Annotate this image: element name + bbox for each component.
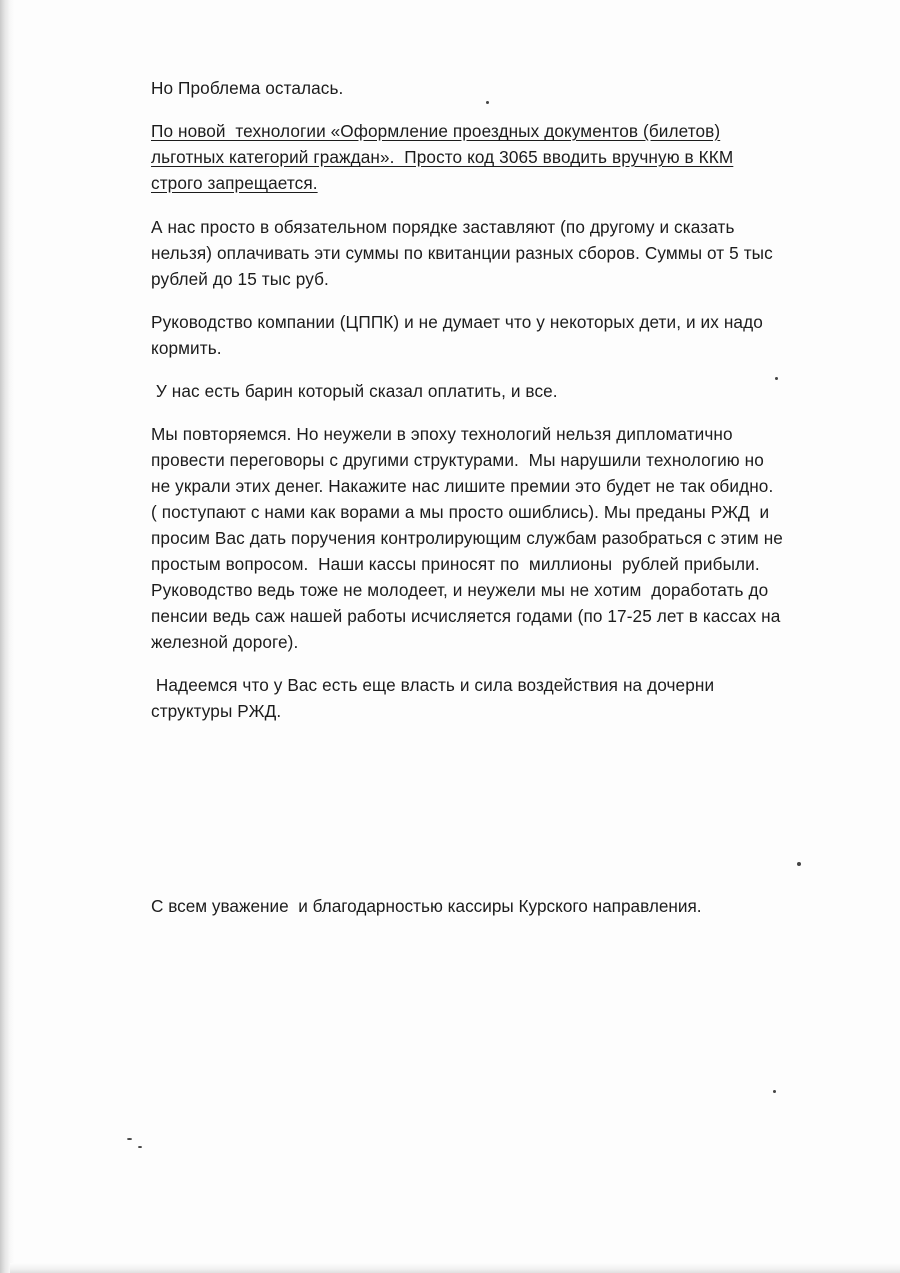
- paragraph-problem-remains: Но Проблема осталась.: [151, 78, 344, 98]
- scan-speck: [127, 1138, 132, 1140]
- paragraph-technology-underlined: По новой технологии «Оформление проездных документов (билетов) льготных категорий граждан». Просто код 3065 вводить вручную в ККМ строго запрещается.: [151, 121, 734, 193]
- paragraph-hope: Надеемся что у Вас есть еще власть и сила воздействия на дочерни структуры РЖД.: [151, 675, 715, 721]
- closing-signature-line: С всем уважение и благодарностью кассиры Курского направления.: [151, 896, 702, 916]
- paragraph-management: Руководство компании (ЦППК) и не думает что у некоторых дети, и их надо кормить.: [151, 312, 763, 358]
- scan-speck: [486, 101, 489, 104]
- paragraph-forced-payments: А нас просто в обязательном порядке заставляют (по другому и сказать нельзя) оплачивать эти суммы по квитанции разных сборов. Суммы от 5 тыс рублей до 15 тыс руб.: [151, 217, 773, 289]
- letter-body: [151, 75, 871, 724]
- paragraph-barin: У нас есть барин который сказал оплатить, и все.: [151, 381, 558, 401]
- scan-speck: [775, 377, 778, 380]
- scan-speck: [773, 1090, 776, 1093]
- scan-shadow-bottom: [10, 1263, 900, 1273]
- paragraph-appeal: Мы повторяемся. Но неужели в эпоху технологий нельзя дипломатично провести переговоры с другими структурами. Мы нарушили технологию но не украли этих денег. Накажите нас лишите премии это будет не так обидно. ( поступают с нами как ворами а мы просто ошиблись). Мы преданы РЖД и просим Вас дать поручения контролирующим службам разобраться с этим не простым вопросом. Наши кассы приносят по миллионы рублей прибыли. Руководство ведь тоже не молодеет, и неужели мы не хотим доработать до пенсии ведь саж нашей работы исчисляется годами (по 17-25 лет в кассах на железной дороге).: [151, 424, 783, 652]
- scan-shadow-left: [0, 0, 14, 1273]
- scan-speck: [138, 1146, 142, 1148]
- scan-speck: [797, 862, 801, 866]
